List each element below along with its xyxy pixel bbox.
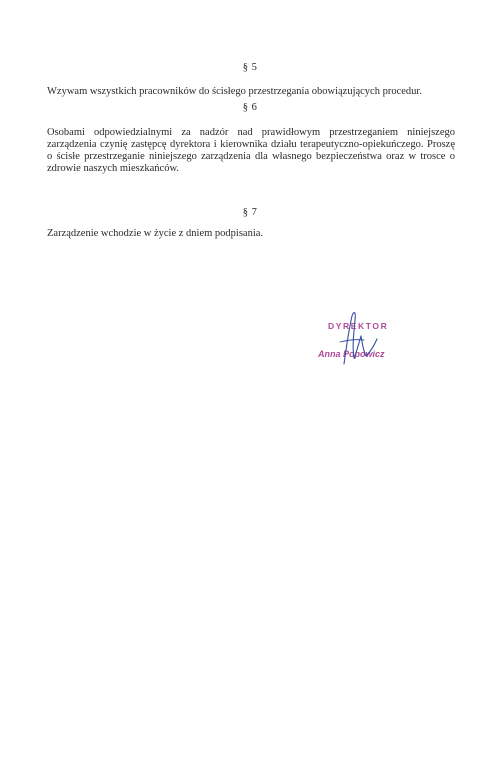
- section-5-text: Wzywam wszystkich pracowników do ścisłego przestrzegania obowiązujących procedur.: [47, 86, 422, 97]
- stamp-name: Anna Popowicz: [318, 349, 385, 359]
- stamp-title: DYREKTOR: [328, 321, 389, 331]
- section-6-mark: § 6: [242, 102, 258, 113]
- handwritten-signature: [330, 306, 380, 368]
- section-7-mark: § 7: [242, 207, 258, 218]
- section-6-text: Osobami odpowiedzialnymi za nadzór nad prawidłowym przestrzeganiem niniejszego zarządzenia czynię zastępcę dyrektora i kierownika działu terapeutyczno-opiekuńczego. Proszę o ścisłe przestrzeganie niniejszego zarządzenia dla własnego bezpieczeństwa oraz w trosce o zdrowie naszych mieszkańców.: [47, 127, 455, 174]
- section-5-mark: § 5: [242, 62, 258, 73]
- section-7-text: Zarządzenie wchodzie w życie z dniem podpisania.: [47, 228, 264, 239]
